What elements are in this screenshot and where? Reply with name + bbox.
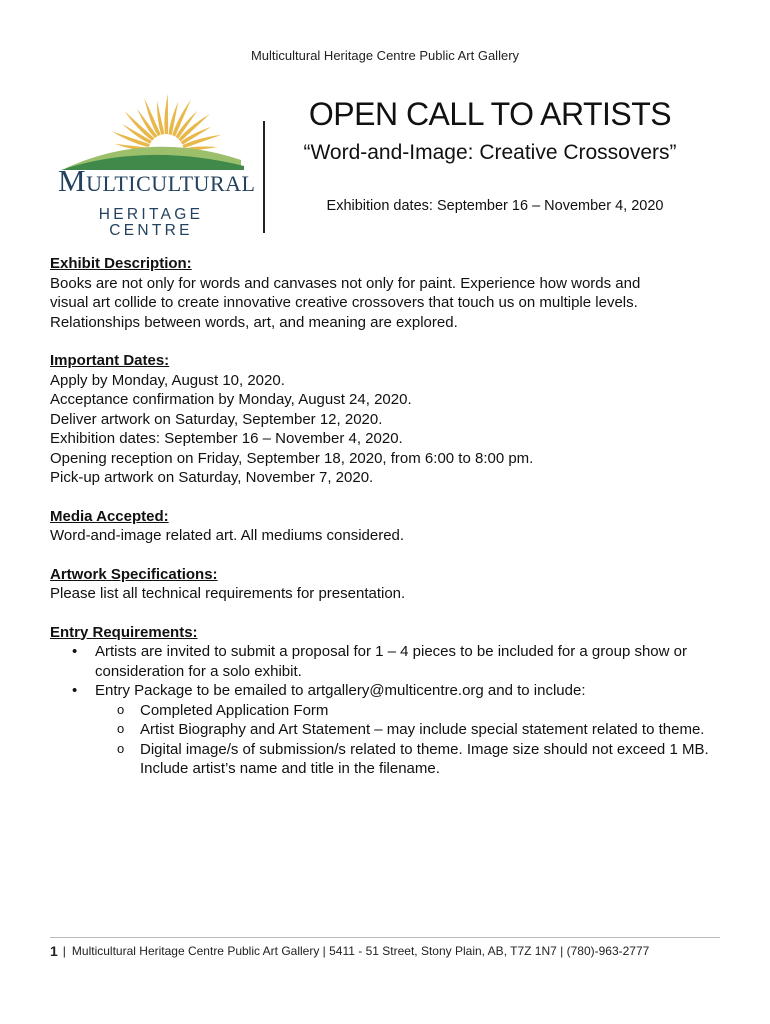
date-line: Apply by Monday, August 10, 2020. bbox=[50, 371, 285, 389]
entry-sub-item bbox=[95, 720, 730, 740]
entry-sub-text: Artist Biography and Art Statement – may include special statement related to theme. bbox=[140, 721, 705, 738]
logo-wordmark-primary: Multicultural bbox=[58, 163, 256, 198]
organization-logo bbox=[56, 90, 256, 239]
exhibition-dates: Exhibition dates: September 16 – November 4, 2020 bbox=[326, 198, 664, 214]
description-line: Relationships between words, art, and meaning are explored. bbox=[50, 313, 458, 331]
media-text: Word-and-image related art. All mediums considered. bbox=[50, 527, 405, 544]
running-header: Multicultural Heritage Centre Public Art Gallery bbox=[250, 48, 520, 63]
section-heading: Artwork Specifications: bbox=[50, 565, 218, 583]
logo-wordmark-secondary: HERITAGE CENTRE bbox=[98, 206, 204, 239]
specs-text: Please list all technical requirements for presentation. bbox=[50, 585, 406, 602]
section-heading: Media Accepted: bbox=[50, 507, 169, 525]
media-accepted-section bbox=[50, 507, 730, 546]
section-heading: Important Dates: bbox=[50, 352, 170, 369]
entry-bullet-item bbox=[50, 681, 730, 779]
footer-separator: | bbox=[62, 944, 66, 958]
description-line: Books are not only for words and canvases not only for paint. Experience how words and bbox=[50, 274, 641, 292]
header-divider bbox=[263, 121, 265, 233]
page-number: 1 bbox=[50, 943, 58, 959]
footer-text: Multicultural Heritage Centre Public Art Gallery | 5411 - 51 Street, Stony Plain, AB, T7Z 1N7 | (780)-963-2777 bbox=[71, 944, 650, 958]
artwork-specifications-section bbox=[50, 565, 730, 604]
sun-ray bbox=[164, 94, 168, 134]
entry-bullet-item bbox=[50, 642, 730, 681]
date-line: Deliver artwork on Saturday, September 12, 2020. bbox=[50, 410, 383, 428]
entry-bullet-text: Artists are invited to submit a proposal for 1 – 4 pieces to be included for a group show or consideration for a solo exhibit. bbox=[95, 643, 687, 680]
section-heading: Entry Requirements: bbox=[50, 623, 198, 641]
entry-sub-item bbox=[95, 701, 730, 721]
exhibit-description-section bbox=[50, 254, 730, 332]
sun-hills-logo-icon bbox=[56, 90, 246, 170]
entry-sub-text: Digital image/s of submission/s related to theme. Image size should not exceed 1 MB. Include artist’s name and title in the filename. bbox=[140, 740, 709, 777]
date-line: Exhibition dates: September 16 – November 4, 2020. bbox=[50, 430, 403, 447]
date-line: Opening reception on Friday, September 18, 2020, from 6:00 to 8:00 pm. bbox=[50, 449, 534, 467]
entry-sub-item bbox=[95, 740, 730, 779]
important-dates-section bbox=[50, 351, 730, 488]
date-line: Acceptance confirmation by Monday, August 24, 2020. bbox=[50, 391, 412, 408]
entry-bullet-text: Entry Package to be emailed to artgallery@multicentre.org and to include: bbox=[95, 682, 586, 699]
page-footer bbox=[50, 937, 720, 959]
description-line: visual art collide to create innovative creative crossovers that touch us on multiple levels. bbox=[50, 294, 638, 311]
entry-requirements-section bbox=[50, 623, 730, 779]
entry-sub-text: Completed Application Form bbox=[140, 701, 329, 719]
exhibition-subtitle: “Word-and-Image: Creative Crossovers” bbox=[303, 141, 677, 164]
entry-sub-list bbox=[95, 701, 730, 779]
section-heading: Exhibit Description: bbox=[50, 255, 192, 272]
entry-bullet-list bbox=[50, 642, 730, 779]
page-title: OPEN CALL TO ARTISTS bbox=[308, 96, 672, 132]
document-body bbox=[50, 254, 730, 798]
date-line: Pick-up artwork on Saturday, November 7, 2020. bbox=[50, 469, 374, 486]
